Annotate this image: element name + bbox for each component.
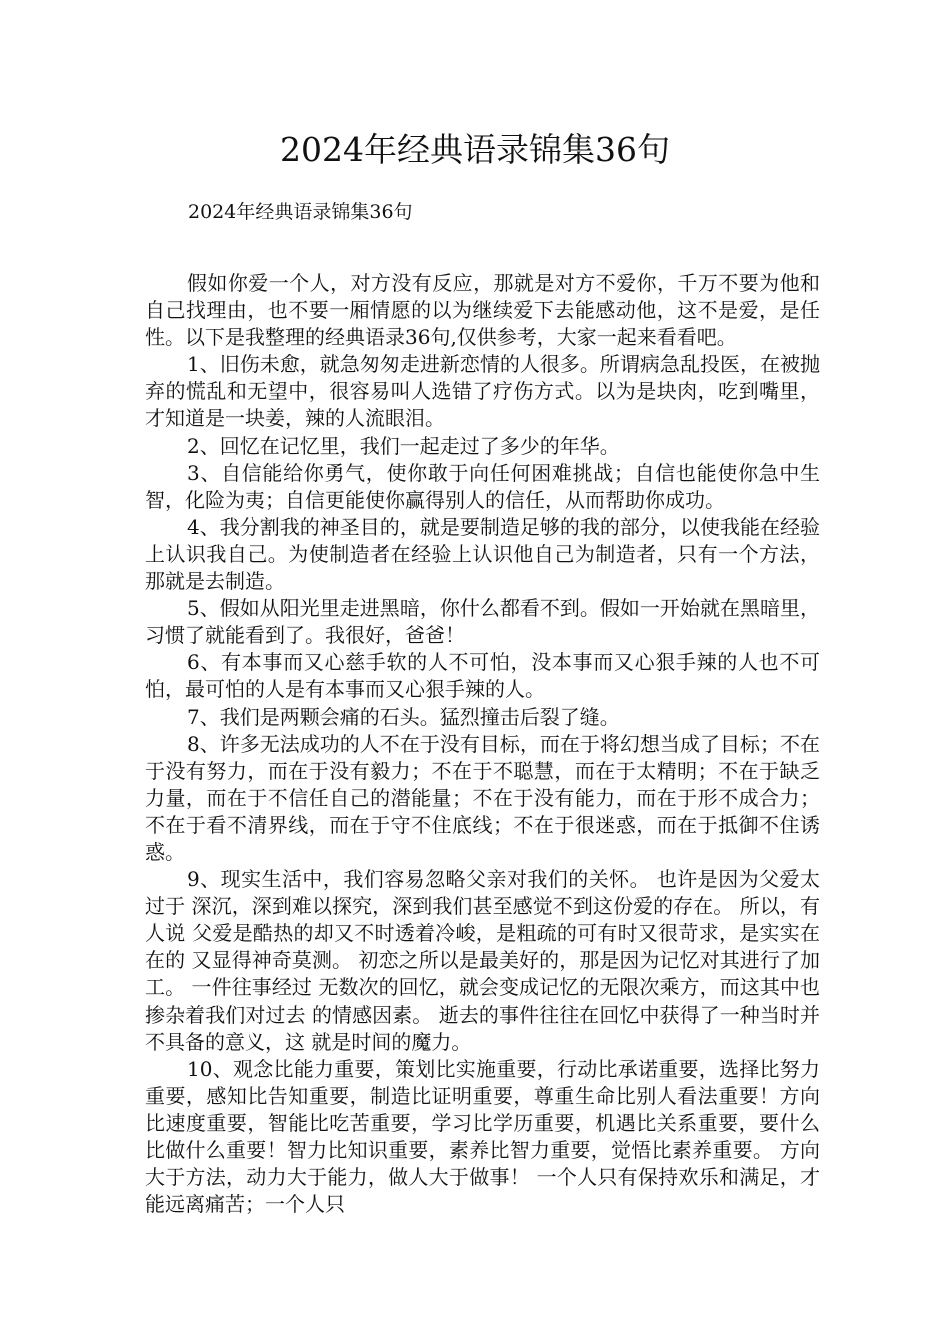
quote-paragraph-1: 1、旧伤未愈，就急匆匆走进新恋情的人很多。所谓病急乱投医，在被抛弃的慌乱和无望中，很容易叫人选错了疗伤方式。以为是块肉，吃到嘴里，才知道是一块姜，辣的人流眼泪。	[145, 352, 820, 431]
document-title: 2024年经典语录锦集36句	[280, 130, 670, 169]
document-body	[145, 270, 820, 1218]
quote-paragraph-3: 3、自信能给你勇气，使你敢于向任何困难挑战；自信也能使你急中生智，化险为夷；自信更能使你赢得别人的信任，从而帮助你成功。	[145, 460, 820, 512]
quote-paragraph-5: 5、假如从阳光里走进黑暗，你什么都看不到。假如一开始就在黑暗里，习惯了就能看到了。我很好，爸爸！	[145, 596, 820, 648]
quote-paragraph-8: 8、许多无法成功的人不在于没有目标，而在于将幻想当成了目标；不在于没有努力，而在于没有毅力；不在于不聪慧，而在于太精明；不在于缺乏力量，而在于不信任自己的潜能量；不在于没有能力，而在于形不成合力；不在于看不清界线，而在于守不住底线；不在于很迷惑，而在于抵御不住诱惑。	[145, 731, 820, 864]
quote-paragraph-4: 4、我分割我的神圣目的，就是要制造足够的我的部分，以使我能在经验上认识我自己。为使制造者在经验上认识他自己为制造者，只有一个方法，那就是去制造。	[145, 514, 820, 594]
quote-paragraph-2: 2、回忆在记忆里，我们一起走过了多少的年华。	[187, 433, 620, 458]
quote-paragraph-10: 10、观念比能力重要，策划比实施重要，行动比承诺重要，选择比努力重要，感知比告知重要，制造比证明重要，尊重生命比别人看法重要！方向比速度重要，智能比吃苦重要，学习比学历重要，机遇比关系重要，要什么比做什么重要！智力比知识重要，素养比智力重要，觉悟比素养重要。 方向大于方法，动力大于能力，做人大于做事！ 一个人只有保持欢乐和满足，才能远离痛苦；一个人只	[145, 1056, 820, 1217]
document-subtitle: 2024年经典语录锦集36句	[188, 201, 413, 223]
quote-paragraph-6: 6、有本事而又心慈手软的人不可怕，没本事而又心狠手辣的人也不可怕，最可怕的人是有本事而又心狠手辣的人。	[145, 650, 820, 702]
intro-paragraph: 假如你爱一个人，对方没有反应，那就是对方不爱你，千万不要为他和自己找理由，也不要一厢情愿的以为继续爱下去能感动他，这不是爱，是任性。以下是我整理的经典语录36句,仅供参考，大家一起来看看吧。	[145, 271, 820, 350]
quote-paragraph-7: 7、我们是两颗会痛的石头。猛烈撞击后裂了缝。	[187, 704, 620, 729]
quote-paragraph-9: 9、现实生活中，我们容易忽略父亲对我们的关怀。 也许是因为父爱太过于 深沉，深到难以探究，深到我们甚至感觉不到这份爱的存在。 所以，有人说 父爱是酷热的却又不时透着冷峻，是粗疏的可有时又很苛求，是实实在在的 又显得神奇莫测。 初恋之所以是最美好的，那是因为记忆对其进行了加工。 一件往事经过 无数次的回忆，就会变成记忆的无限次乘方，而这其中也掺杂着我们对过去 的情感因素。 逝去的事件往往在回忆中获得了一种当时并不具备的意义，这 就是时间的魔力。	[145, 867, 820, 1054]
